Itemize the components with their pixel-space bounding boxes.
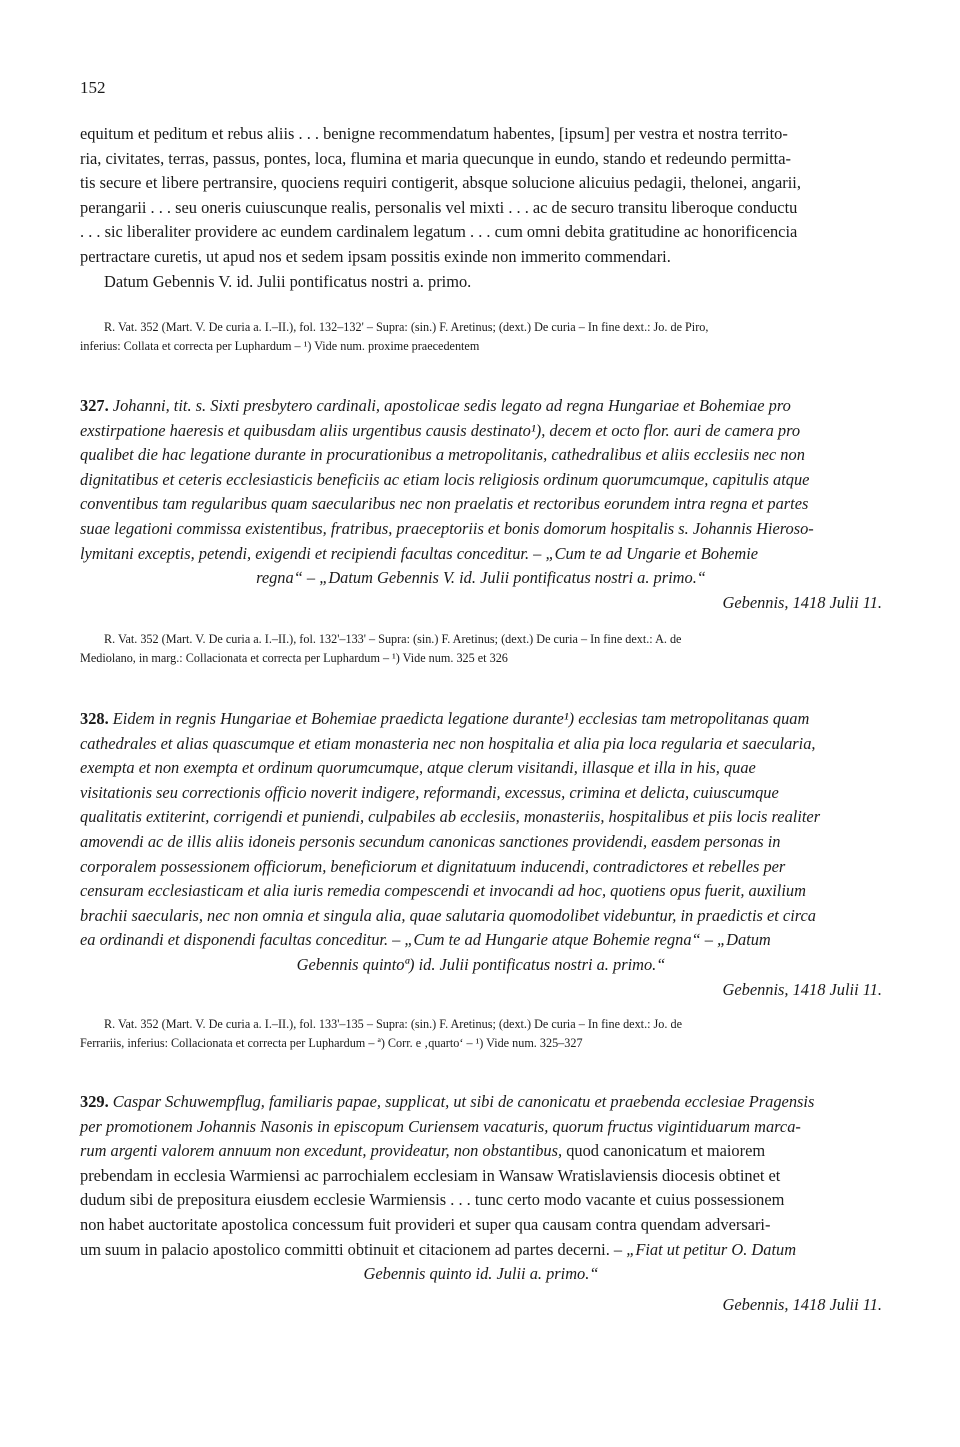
entry-328 <box>80 707 882 1002</box>
text-line: prebendam in ecclesia Warmiensi ac parrochialem ecclesiam in Wansaw Wratislaviensis diocesis obtinet et <box>80 1165 781 1185</box>
note-line: inferius: Collata et correcta per Luphardum – ¹) Vide num. proxime praecedentem <box>80 339 480 353</box>
center-line: Gebennis quinto id. Julii a. primo.“ <box>363 1264 599 1284</box>
text-line: censuram ecclesiasticam et alia iuris remedia compescendi et invocandi ad hoc, quotiens opus fuerit, auxilium <box>80 881 806 901</box>
entry-number: 329. <box>80 1092 109 1111</box>
note-line: Ferrariis, inferius: Collacionata et correcta per Luphardum – ª) Corr. e ‚quarto‘ – ¹) Vide num. 325–327 <box>80 1036 583 1050</box>
text-line: equitum et peditum et rebus aliis . . . benigne recommendatum habentes, [ipsum] per vestra et nostra territo- <box>80 124 788 143</box>
text-line: exempta et non exempta et ordinum quorumcumque, atque clerum visitandi, illasque et illa in his, quae <box>80 758 756 778</box>
text-line: visitationis seu correctionis officio noverit indigere, reformandi, excessus, crimina et delicta, cuiuscumque <box>80 782 779 802</box>
text-line: quod canonicatum et maiorem <box>562 1141 766 1161</box>
page-number: 152 <box>80 78 106 97</box>
text-line: Caspar Schuwempflug, familiaris papae, supplicat, ut sibi de canonicatu et praebenda ecclesiae Pragensis <box>112 1092 815 1111</box>
text-line: qualibet die hac legatione durante in procurationibus a metropolitanis, cathedralibus et aliis ecclesiis nec non <box>80 445 805 465</box>
note-line: R. Vat. 352 (Mart. V. De curia a. I.–II.), fol. 133'–135 – Supra: (sin.) F. Aretinus; (dext.) De curia – In fine dext.: Jo. de <box>104 1017 682 1031</box>
text-line: „Fiat ut petitur O. Datum <box>626 1239 797 1259</box>
text-line: dignitatibus et ceteris ecclesiasticis beneficiis ac etiam locis religiosis ordinum quorumcumque, capitulis atque <box>80 469 810 489</box>
entry-327-note <box>80 630 882 668</box>
text-line: lymitani exceptis, petendi, exigendi et recipiendi facultas conceditur. – „Cum te ad Ungarie et Bohemie <box>80 543 759 563</box>
text-line: dudum sibi de prepositura eiusdem ecclesie Warmiensis . . . tunc certo modo vacante et cuius possessionem <box>80 1190 785 1210</box>
entry-number: 328. <box>80 709 109 728</box>
text-line: conventibus tam regularibus quam saecularibus nec non praelatis et rectoribus eorundem intra regna et partes <box>80 494 809 514</box>
text-line: cathedrales et alias quascumque et etiam monasteria nec non hospitalia et alia pia loca regularia et saecularia, <box>80 733 816 753</box>
place-date: Gebennis, 1418 Julii 11. <box>722 979 882 999</box>
text-line: non habet auctoritate apostolica concessum fuit provideri et super qua causam contra quendam adversari- <box>80 1214 771 1234</box>
text-line: amovendi ac de illis aliis idoneis personis secundum canonicas sanctiones providendi, easdem personas in <box>80 831 781 851</box>
text-line: Eidem in regnis Hungariae et Bohemiae praedicta legatione durante¹) ecclesias tam metropolitanas quam <box>112 709 810 728</box>
intro-text <box>80 122 882 294</box>
entry-328-note <box>80 1015 882 1053</box>
text-line: ea ordinandi et disponendi facultas conceditur. – „Cum te ad Hungarie atque Bohemie regna“ – „Datum <box>80 930 771 950</box>
datum-line: Datum Gebennis V. id. Julii pontificatus nostri a. primo. <box>104 271 472 291</box>
note-line: R. Vat. 352 (Mart. V. De curia a. I.–II.), fol. 132–132' – Supra: (sin.) F. Aretinus; (dext.) De curia – In fine dext.: Jo. de Piro, <box>104 320 709 334</box>
note-line: R. Vat. 352 (Mart. V. De curia a. I.–II.), fol. 132'–133' – Supra: (sin.) F. Aretinus; (dext.) De curia – In fine dext.: A. de <box>104 632 682 646</box>
center-line: regna“ – „Datum Gebennis V. id. Julii pontificatus nostri a. primo.“ <box>256 568 706 588</box>
text-line: pertractare curetis, ut apud nos et sedem ipsam possitis exinde non immerito commendari. <box>80 246 671 266</box>
text-line: . . . sic liberaliter providere ac eundem cardinalem legatum . . . cum omni debita gratitudine ac honorificencia <box>80 222 798 242</box>
text-line: qualitatis extiterint, corrigendi et puniendi, culpabiles ab ecclesiis, monasteriis, hospitalibus et piis locis realiter <box>80 807 821 827</box>
text-line: corporalem possessionem officiorum, beneficiorum et dignitatuum inducendi, contradictores et rebelles per <box>80 856 786 876</box>
center-line: Gebennis quintoª) id. Julii pontificatus nostri a. primo.“ <box>296 954 666 974</box>
note-line: Mediolano, in marg.: Collacionata et correcta per Luphardum – ¹) Vide num. 325 et 326 <box>80 651 508 665</box>
text-line: per promotionem Johannis Nasonis in episcopum Curiensem vacaturis, quorum fructus vigintiduarum marca- <box>80 1116 801 1136</box>
text-line: exstirpatione haeresis et quibusdam aliis urgentibus causis destinato¹), decem et octo flor. auri de camera pro <box>80 420 801 440</box>
intro-note <box>80 318 882 356</box>
place-date: Gebennis, 1418 Julii 11. <box>722 592 882 612</box>
entry-number: 327. <box>80 396 109 415</box>
text-line: Johanni, tit. s. Sixti presbytero cardinali, apostolicae sedis legato ad regna Hungariae et Bohemiae pro <box>112 396 791 415</box>
entry-329 <box>80 1090 882 1317</box>
entry-327 <box>80 394 882 615</box>
text-line: suae legationi commissa existentibus, fratribus, praeceptoriis et bonis domorum hospitalis s. Johannis Hieroso- <box>80 518 814 538</box>
text-line: brachii saecularis, nec non omnia et singula alia, quae salutaria quomodolibet videbuntur, in praedictis et circa <box>80 905 816 925</box>
text-line: um suum in palacio apostolico committi obtinuit et citacionem ad partes decerni. – <box>80 1239 627 1259</box>
place-date: Gebennis, 1418 Julii 11. <box>722 1294 882 1314</box>
text-line: rum argenti valorem annuum non excedunt, provideatur, non obstantibus, <box>80 1141 563 1161</box>
text-line: ria, civitates, terras, passus, pontes, loca, flumina et maria quecunque in eundo, stando et redeundo permitta- <box>80 148 791 168</box>
text-line: perangarii . . . seu oneris cuiuscunque realis, personalis vel mixti . . . ac de securo transitu liberoque conductu <box>80 197 798 217</box>
text-line: tis secure et libere pertransire, quociens requiri contigerit, absque solucione alicuius pedagii, thelonei, angarii, <box>80 173 801 193</box>
